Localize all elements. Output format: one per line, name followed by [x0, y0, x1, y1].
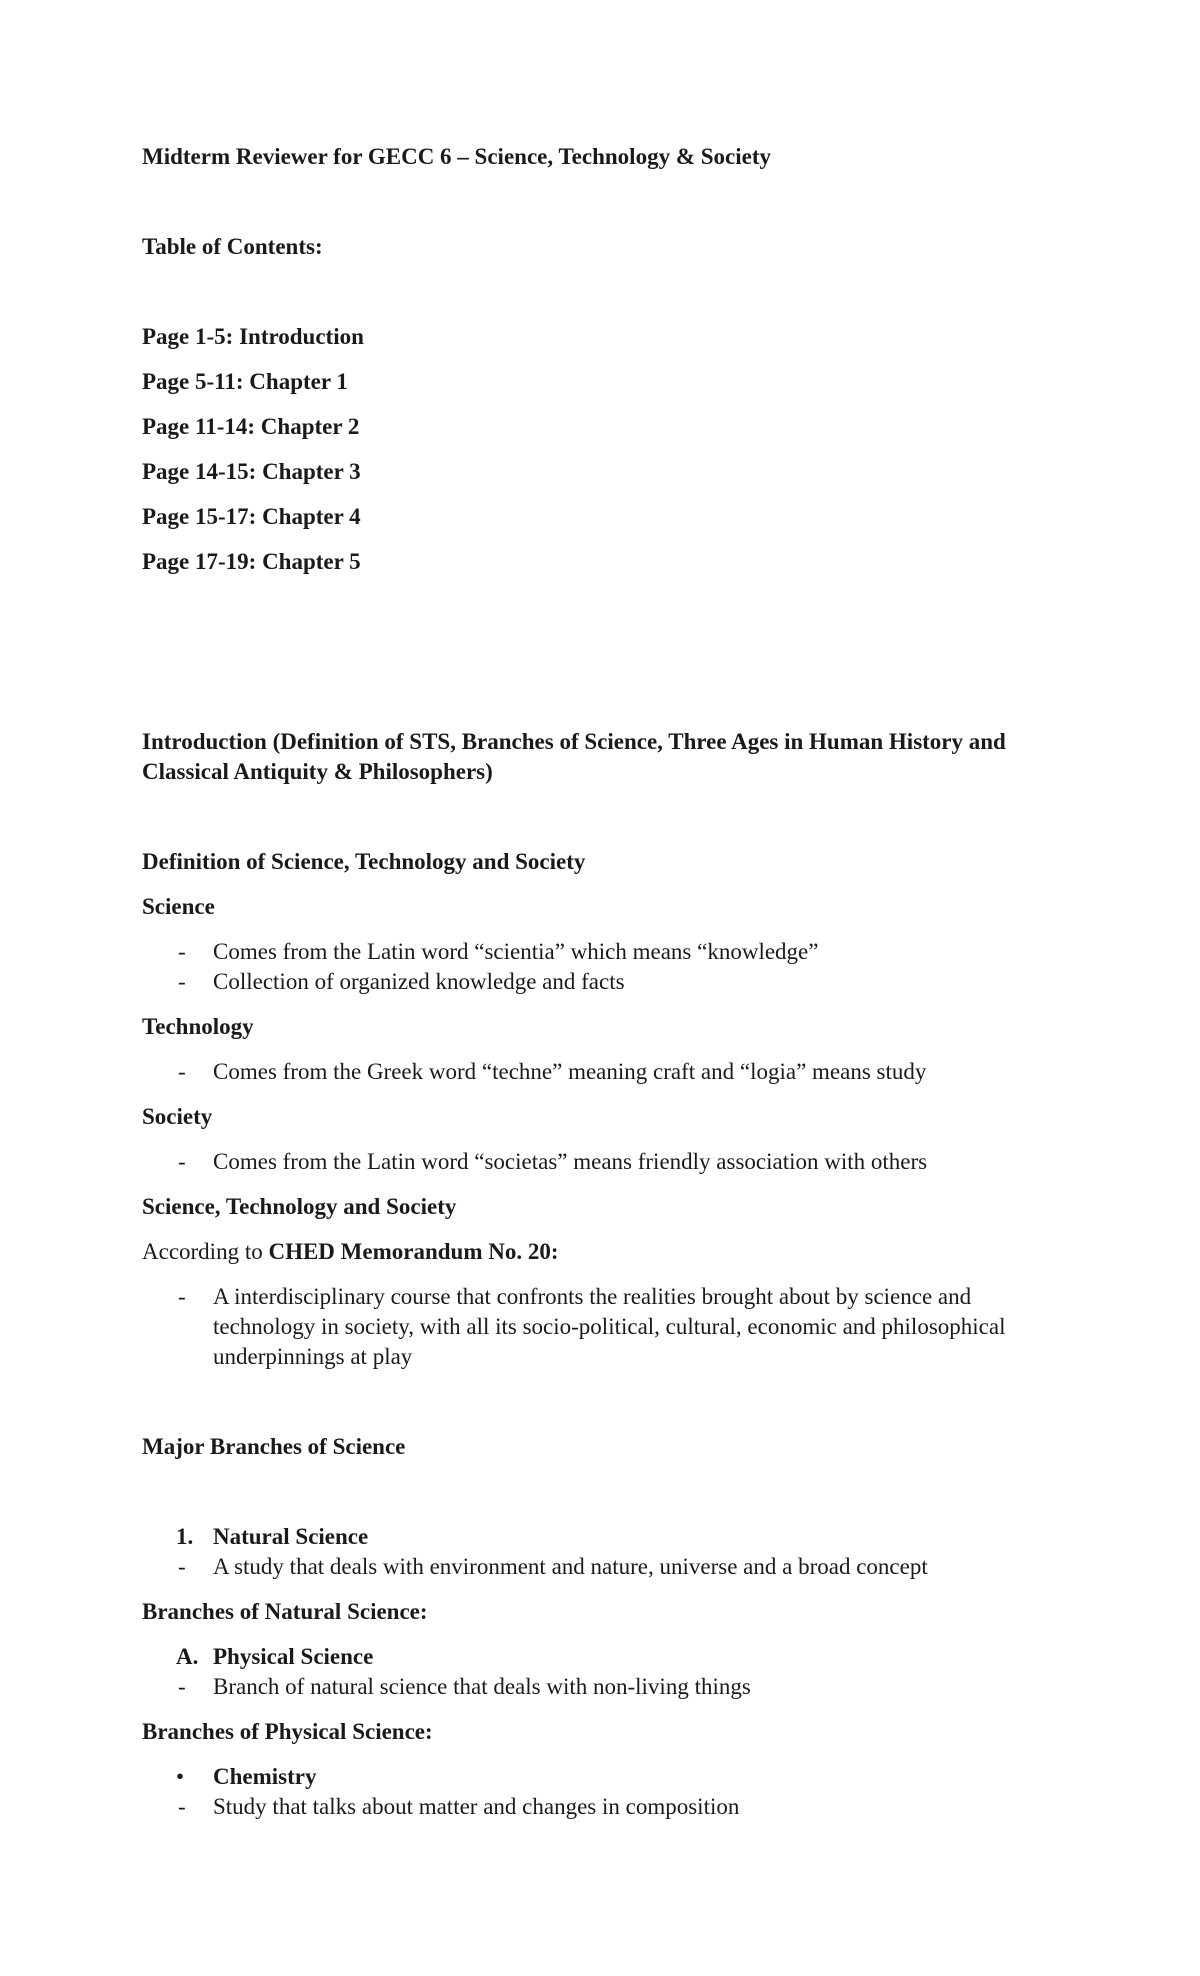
intro-heading-line1: Introduction (Definition of STS, Branches of Science, Three Ages in Human History and [142, 729, 1006, 754]
technology-point: Comes from the Greek word “techne” meaning craft and “logia” means study [213, 1059, 927, 1084]
dash-marker: - [178, 1284, 186, 1309]
dash-marker: - [178, 1149, 186, 1174]
toc-item: Page 15-17: Chapter 4 [142, 504, 361, 529]
society-point: Comes from the Latin word “societas” means friendly association with others [213, 1149, 928, 1174]
document-title: Midterm Reviewer for GECC 6 – Science, Technology & Society [142, 144, 771, 169]
ched-reference [142, 1237, 559, 1267]
dash-marker: - [178, 969, 186, 994]
ched-memorandum: CHED Memorandum No. 20: [268, 1239, 559, 1264]
sts-point-line: underpinnings at play [213, 1344, 413, 1369]
toc-item: Page 5-11: Chapter 1 [142, 369, 348, 394]
toc-item: Page 17-19: Chapter 5 [142, 549, 361, 574]
natural-science-label: Natural Science [213, 1524, 369, 1549]
science-point: Comes from the Latin word “scientia” which means “knowledge” [213, 939, 819, 964]
definition-heading: Definition of Science, Technology and Society [142, 849, 586, 874]
sts-point-line: A interdisciplinary course that confronts the realities brought about by science and [213, 1284, 972, 1309]
toc-item: Page 14-15: Chapter 3 [142, 459, 361, 484]
dash-marker: - [178, 1794, 186, 1819]
bullet-marker: • [176, 1764, 185, 1789]
natural-science-point: A study that deals with environment and nature, universe and a broad concept [213, 1554, 928, 1579]
dash-marker: - [178, 1554, 186, 1579]
physical-branches-heading: Branches of Physical Science: [142, 1719, 433, 1744]
science-point: Collection of organized knowledge and facts [213, 969, 625, 994]
physical-science-point: Branch of natural science that deals with non-living things [213, 1674, 751, 1699]
toc-item: Page 11-14: Chapter 2 [142, 414, 360, 439]
toc-heading: Table of Contents: [142, 234, 323, 259]
science-term: Science [142, 894, 215, 919]
chemistry-label: Chemistry [213, 1764, 317, 1789]
dash-marker: - [178, 939, 186, 964]
sts-term: Science, Technology and Society [142, 1194, 457, 1219]
sts-point-line: technology in society, with all its socio-political, cultural, economic and philosophical [213, 1314, 1006, 1339]
chemistry-point: Study that talks about matter and changes in composition [213, 1794, 740, 1819]
toc-item: Page 1-5: Introduction [142, 324, 364, 349]
dash-marker: - [178, 1059, 186, 1084]
natural-branches-heading: Branches of Natural Science: [142, 1599, 428, 1624]
according-prefix: According to [142, 1239, 269, 1264]
intro-heading-line2: Classical Antiquity & Philosophers) [142, 759, 493, 784]
society-term: Society [142, 1104, 213, 1129]
dash-marker: - [178, 1674, 186, 1699]
technology-term: Technology [142, 1014, 254, 1039]
physical-science-label: Physical Science [213, 1644, 374, 1669]
list-number: 1. [176, 1524, 194, 1549]
list-letter: A. [176, 1644, 199, 1669]
branches-heading: Major Branches of Science [142, 1434, 406, 1459]
